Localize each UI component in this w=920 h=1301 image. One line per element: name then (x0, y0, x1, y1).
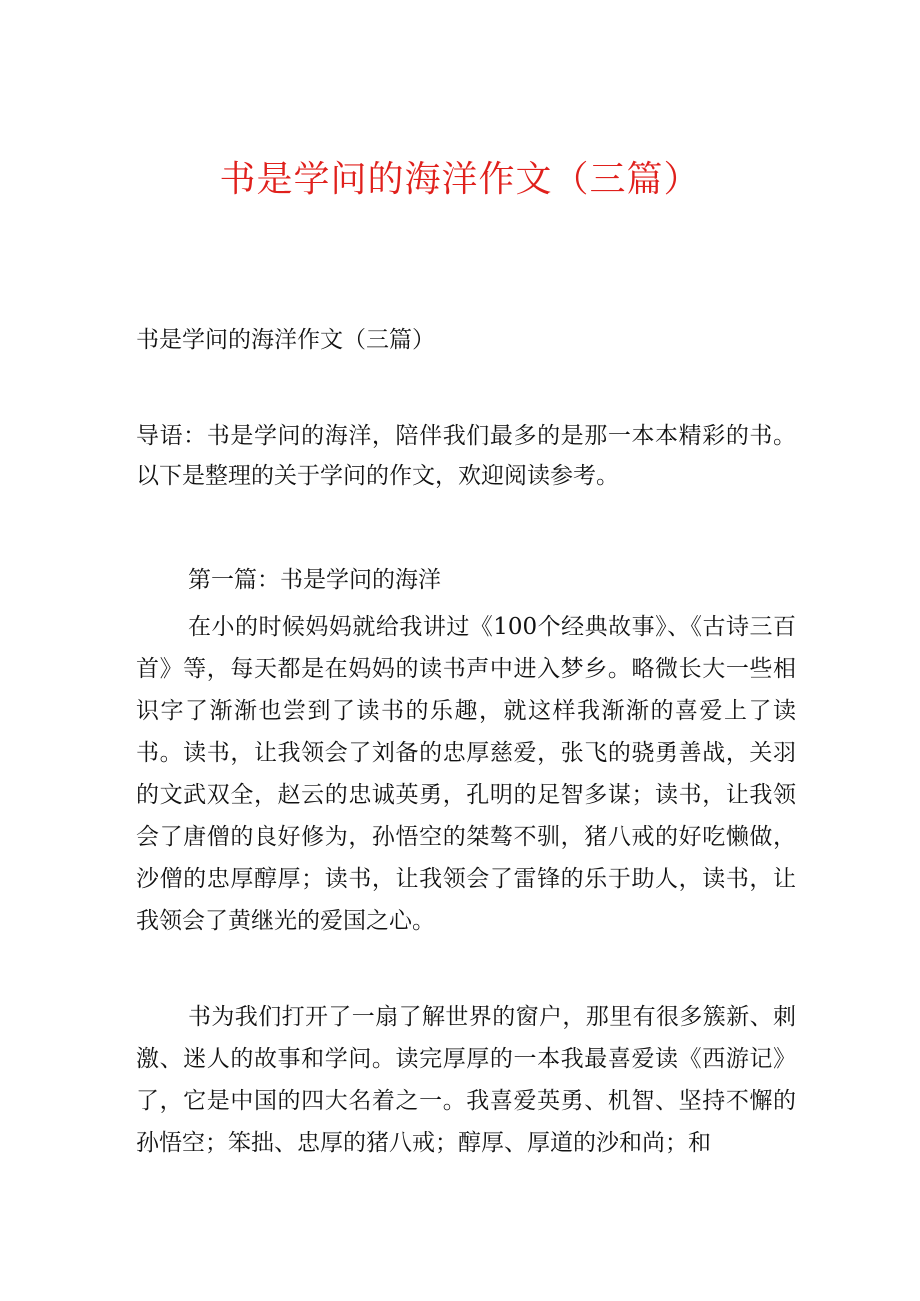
document-subtitle: 书是学问的海洋作文（三篇） (136, 327, 435, 353)
body-paragraph: 书为我们打开了一扇了解世界的窗户，那里有很多簇新、刺激、迷人的故事和学问。读完厚厚的一本我最喜爱读《西游记》了，它是中国的四大名着之一。我喜爱英勇、机智、坚持不懈的孙悟空；笨拙、忠厚的猪八戒；醇厚、厚道的沙和尚；和 (136, 1004, 796, 1156)
intro-paragraph: 导语：书是学问的海洋，陪伴我们最多的是那一本本精彩的书。以下是整理的关于学问的作文，欢迎阅读参考。 (136, 423, 796, 489)
body-paragraph: 在小的时候妈妈就给我讲过《100个经典故事》、《古诗三百首》等，每天都是在妈妈的读书声中进入梦乡。略微长大一些相识字了渐渐也尝到了读书的乐趣，就这样我渐渐的喜爱上了读书。读书，让我领会了刘备的忠厚慈爱，张飞的骁勇善战，关羽的文武双全，赵云的忠诚英勇，孔明的足智多谋；读书，让我领会了唐僧的良好修为，孙悟空的桀骜不驯，猪八戒的好吃懒做，沙僧的忠厚醇厚；读书，让我领会了雷锋的乐于助人，读书，让我领会了黄继光的爱国之心。 (136, 614, 796, 934)
document-title: 书是学问的海洋作文（三篇） (219, 159, 701, 200)
section-heading: 第一篇：书是学问的海洋 (188, 567, 441, 593)
